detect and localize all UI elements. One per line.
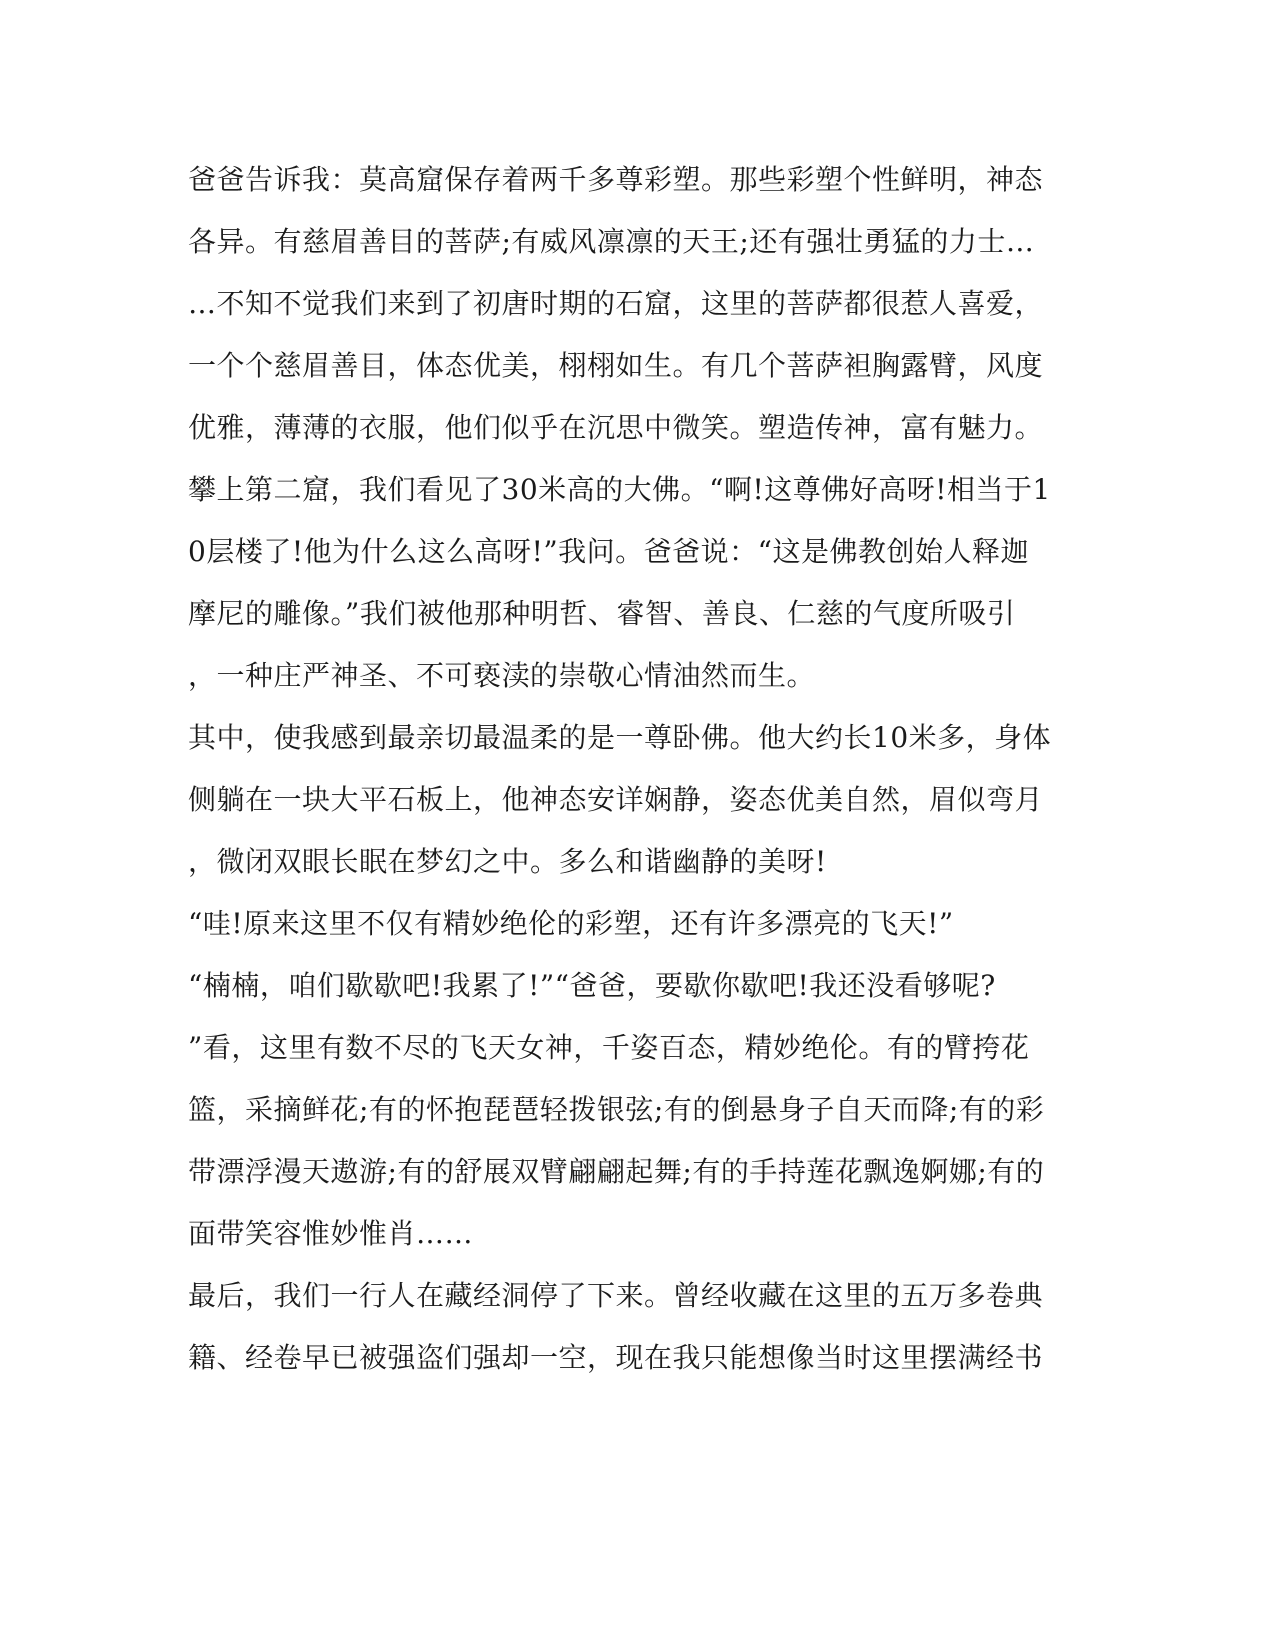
text-line: 各异。有慈眉善目的菩萨;有威风凛凛的天王;还有强壮勇猛的力士… <box>188 225 1035 258</box>
text-line: 0层楼了!他为什么这么高呀!”我问。爸爸说：“这是佛教创始人释迦 <box>188 535 1029 568</box>
text-line: 籍、经卷早已被强盗们强却一空，现在我只能想像当时这里摆满经书 <box>188 1341 1044 1374</box>
text-line: ，一种庄严神圣、不可亵渎的崇敬心情油然而生。 <box>188 659 816 692</box>
text-line: 摩尼的雕像。”我们被他那种明哲、睿智、善良、仁慈的气度所吸引 <box>188 597 1016 630</box>
text-line: …不知不觉我们来到了初唐时期的石窟，这里的菩萨都很惹人喜爱， <box>188 287 1044 320</box>
text-line: “哇!原来这里不仅有精妙绝伦的彩塑，还有许多漂亮的飞天!” <box>188 907 954 940</box>
text-line: 其中，使我感到最亲切最温柔的是一尊卧佛。他大约长10米多，身体 <box>188 721 1052 754</box>
text-line: 最后，我们一行人在藏经洞停了下来。曾经收藏在这里的五万多卷典 <box>188 1279 1044 1312</box>
text-line: 面带笑容惟妙惟肖…… <box>188 1217 474 1250</box>
text-line: 篮，采摘鲜花;有的怀抱琵琶轻拨银弦;有的倒悬身子自天而降;有的彩 <box>188 1093 1045 1126</box>
text-line: 侧躺在一块大平石板上，他神态安详娴静，姿态优美自然，眉似弯月 <box>188 783 1044 816</box>
text-line: 攀上第二窟，我们看见了30米高的大佛。“啊!这尊佛好高呀!相当于1 <box>188 473 1051 506</box>
body-text <box>188 158 1088 1398</box>
text-line: ”看，这里有数不尽的飞天女神，千姿百态，精妙绝伦。有的臂挎花 <box>188 1031 1030 1064</box>
text-line: 带漂浮漫天遨游;有的舒展双臂翩翩起舞;有的手持莲花飘逸婀娜;有的 <box>188 1155 1045 1188</box>
text-line: ，微闭双眼长眠在梦幻之中。多么和谐幽静的美呀! <box>188 845 827 878</box>
text-line: 一个个慈眉善目，体态优美，栩栩如生。有几个菩萨袒胸露臂，风度 <box>188 349 1044 382</box>
text-line: “楠楠，咱们歇歇吧!我累了!”“爸爸，要歇你歇吧!我还没看够呢? <box>188 969 996 1002</box>
text-line: 优雅，薄薄的衣服，他们似乎在沉思中微笑。塑造传神，富有魅力。 <box>188 411 1044 444</box>
text-line: 爸爸告诉我：莫高窟保存着两千多尊彩塑。那些彩塑个性鲜明，神态 <box>188 163 1044 196</box>
